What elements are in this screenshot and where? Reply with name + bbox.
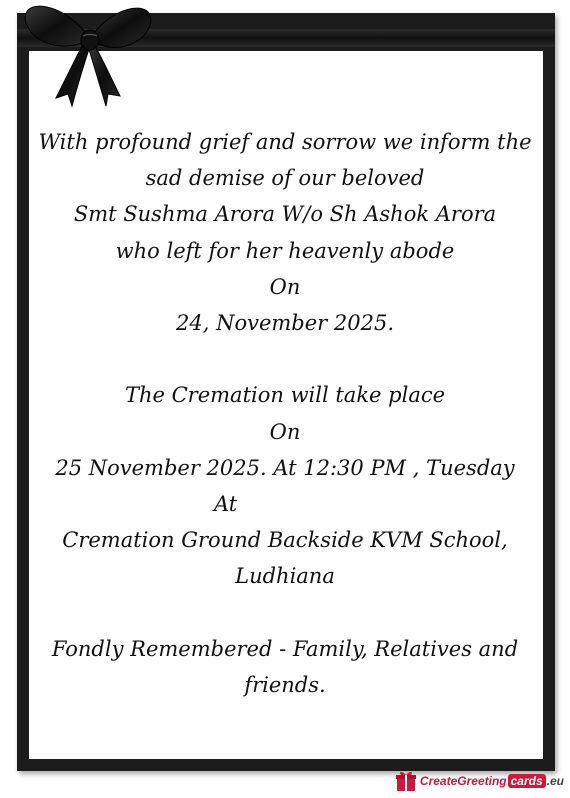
spacer — [38, 341, 532, 377]
logo-text: .eu — [546, 774, 564, 788]
gift-box-icon — [394, 770, 418, 792]
spacer — [38, 595, 532, 631]
message-line: On — [269, 419, 301, 444]
condolence-message — [38, 124, 532, 703]
message-line: At — [214, 492, 238, 517]
deceased-name: Smt Sushma Arora W/o Sh Ashok Arora — [73, 202, 497, 227]
logo-text: CreateGreeting — [419, 774, 507, 788]
message-line: who left for her heavenly abode — [115, 238, 455, 263]
closing-line: Fondly Remembered - Family, Relatives and — [51, 636, 519, 661]
cremation-datetime: 25 November 2025. At 12:30 PM , Tuesday — [55, 455, 515, 480]
message-line: sad demise of our beloved — [145, 166, 425, 191]
closing-line: friends. — [244, 673, 326, 698]
message-line: The Cremation will take place — [124, 383, 446, 408]
cremation-venue: Cremation Ground Backside KVM School, — [62, 528, 508, 553]
logo-text: cards — [508, 774, 546, 788]
death-date: 24, November 2025. — [176, 311, 394, 336]
cremation-city: Ludhiana — [235, 564, 335, 589]
message-line: With profound grief and sorrow we inform the — [38, 130, 532, 154]
site-logo[interactable] — [394, 770, 564, 792]
black-ribbon-bow-icon — [20, 0, 158, 108]
message-line: On — [269, 274, 301, 299]
